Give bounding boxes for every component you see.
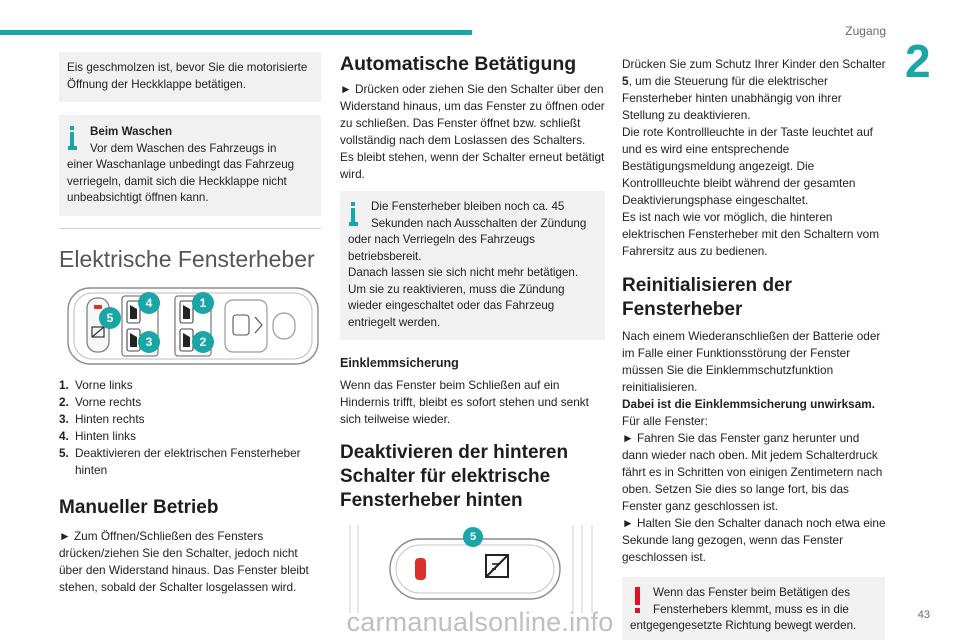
watermark: carmanualsonline.info	[346, 607, 614, 637]
heading-deactivate-rear: Deaktivieren der hinteren Schalter für elektrische Fensterheber hinten	[340, 442, 569, 511]
page-number: 43	[917, 609, 930, 621]
deactivate-text-3: Es ist nach wie vor möglich, die hinteren elektrischen Fensterheber mit den Schaltern vom Fahrersitz aus zu bedienen.	[622, 210, 880, 258]
reinitialise-warning: Dabei ist die Einklemmsicherung unwirksam.	[622, 397, 876, 411]
info-box-ignition	[340, 191, 605, 340]
section-divider	[59, 228, 321, 229]
info-box-title: Beim Waschen	[90, 125, 173, 138]
info-box-washing	[59, 115, 321, 216]
info-icon	[349, 202, 358, 226]
callout-2: 2	[192, 331, 214, 353]
window-switch-panel-illustration	[67, 287, 319, 365]
callout-4: 4	[138, 292, 160, 314]
list-item: 1. Vorne links	[59, 377, 133, 392]
child-lock-switch-illustration	[340, 525, 605, 613]
info-box-body-2: Danach lassen sie sich nicht mehr betätigen. Um sie zu reaktivieren, muss die Zündung wieder eingeschaltet oder das Fahrzeug entriegelt werden.	[348, 266, 579, 329]
automatic-operation-text-2: Es bleibt stehen, wenn der Schalter erneut betätigt wird.	[340, 150, 605, 181]
column-2	[340, 52, 605, 613]
column-3	[622, 56, 887, 640]
all-windows-label: Für alle Fenster:	[622, 414, 708, 428]
deactivate-text-2: Die rote Kontrollleuchte in der Taste leuchtet auf und es wird eine entsprechende Bestätigungsmeldung angezeigt. Die Kontrollleuchte bleibt während der gesamten Deaktivierungsphase eingeschaltet.	[622, 125, 873, 207]
info-box-first-line: Die Fensterheber bleiben noch ca. 45	[371, 200, 565, 213]
anti-pinch-text: Wenn das Fenster beim Schließen auf ein Hindernis trifft, bleibt es sofort stehen und senkt sich teilweise wieder.	[340, 378, 589, 426]
section-heading: Elektrische Fensterheber	[59, 245, 315, 272]
manual-operation-text: ► Zum Öffnen/Schließen des Fensters drücken/ziehen Sie den Schalter, jedoch nicht über den Widerstand hinaus. Das Fenster bleibt stehen, sobald der Schalter losgelassen wird.	[59, 528, 309, 594]
automatic-operation-text: ► Drücken oder ziehen Sie den Schalter über den Widerstand hinaus, um das Fenster zu öffnen oder zu schließen. Das Fenster öffnet bzw. schließt vollständig nach dem Loslassen des Schalters.	[340, 82, 605, 147]
reinitialise-step-1: ► Fahren Sie das Fenster ganz herunter und dann wieder nach oben. Mit jedem Schalterdruck fährt es in Schritten von einigen Zentimetern nach oben. Setzen Sie dies so lange fort, bis das Fenster ganz geschlossen ist.	[622, 431, 883, 513]
warning-second-line: Fensterhebers klemmt, muss es in die	[653, 602, 849, 616]
callout-1: 1	[192, 292, 214, 314]
info-icon	[68, 126, 77, 150]
warning-first-line: Wenn das Fenster beim Betätigen des	[653, 586, 850, 599]
callout-5: 5	[463, 527, 483, 547]
info-box-body: einer Waschanlage unbedingt das Fahrzeug verriegeln, damit sich die Heckklappe nicht unbeabsichtigt öffnen kann.	[67, 158, 295, 204]
heading-manual-operation: Manueller Betrieb	[59, 496, 219, 518]
list-item: 4. Hinten links	[59, 428, 136, 443]
header-accent-bar	[0, 30, 472, 35]
info-box-second-line: Sekunden nach Ausschalten der Zündung	[371, 216, 587, 230]
callout-3: 3	[138, 331, 160, 353]
heading-reinitialise: Reinitialisieren der Fensterheber	[622, 275, 793, 320]
chapter-number: 2	[905, 35, 931, 87]
info-box-text: Eis geschmolzen ist, bevor Sie die motorisierte Öffnung der Heckklappe betätigen.	[67, 61, 308, 91]
info-box-first-line: Vor dem Waschen des Fahrzeugs in	[90, 141, 277, 155]
column-1	[59, 52, 321, 596]
info-box-body: oder nach Verriegeln des Fahrzeugs betriebsbereit.	[348, 233, 535, 263]
heading-anti-pinch: Einklemmsicherung	[340, 356, 459, 370]
reinitialise-text: Nach einem Wiederanschließen der Batterie oder im Falle einer Funktionsstörung der Fenster müssen Sie die Einklemmschutzfunktion reinitialisieren.	[622, 329, 881, 394]
deactivate-text-1: Drücken Sie zum Schutz Ihrer Kinder den Schalter 5, um die Steuerung für die elektrischer Fensterheber hinten unabhängig von ihrer Stellung zu deaktivieren.	[622, 57, 886, 122]
heading-automatic-operation: Automatische Betätigung	[340, 53, 577, 75]
callout-5: 5	[99, 307, 121, 329]
info-box-continued	[59, 52, 321, 102]
list-item: 3. Hinten rechts	[59, 411, 145, 426]
section-title: Zugang	[845, 24, 886, 38]
list-item: 5. Deaktivieren der elektrischen Fensterheber hinten	[59, 445, 301, 477]
switch-legend-list	[59, 377, 321, 479]
reinitialise-step-2: ► Halten Sie den Schalter danach noch etwa eine Sekunde lang gezogen, wenn das Fenster geschlossen ist.	[622, 516, 886, 564]
warning-body: entgegengesetzte Richtung bewegt werden.	[630, 619, 857, 632]
list-item: 2. Vorne rechts	[59, 394, 142, 409]
